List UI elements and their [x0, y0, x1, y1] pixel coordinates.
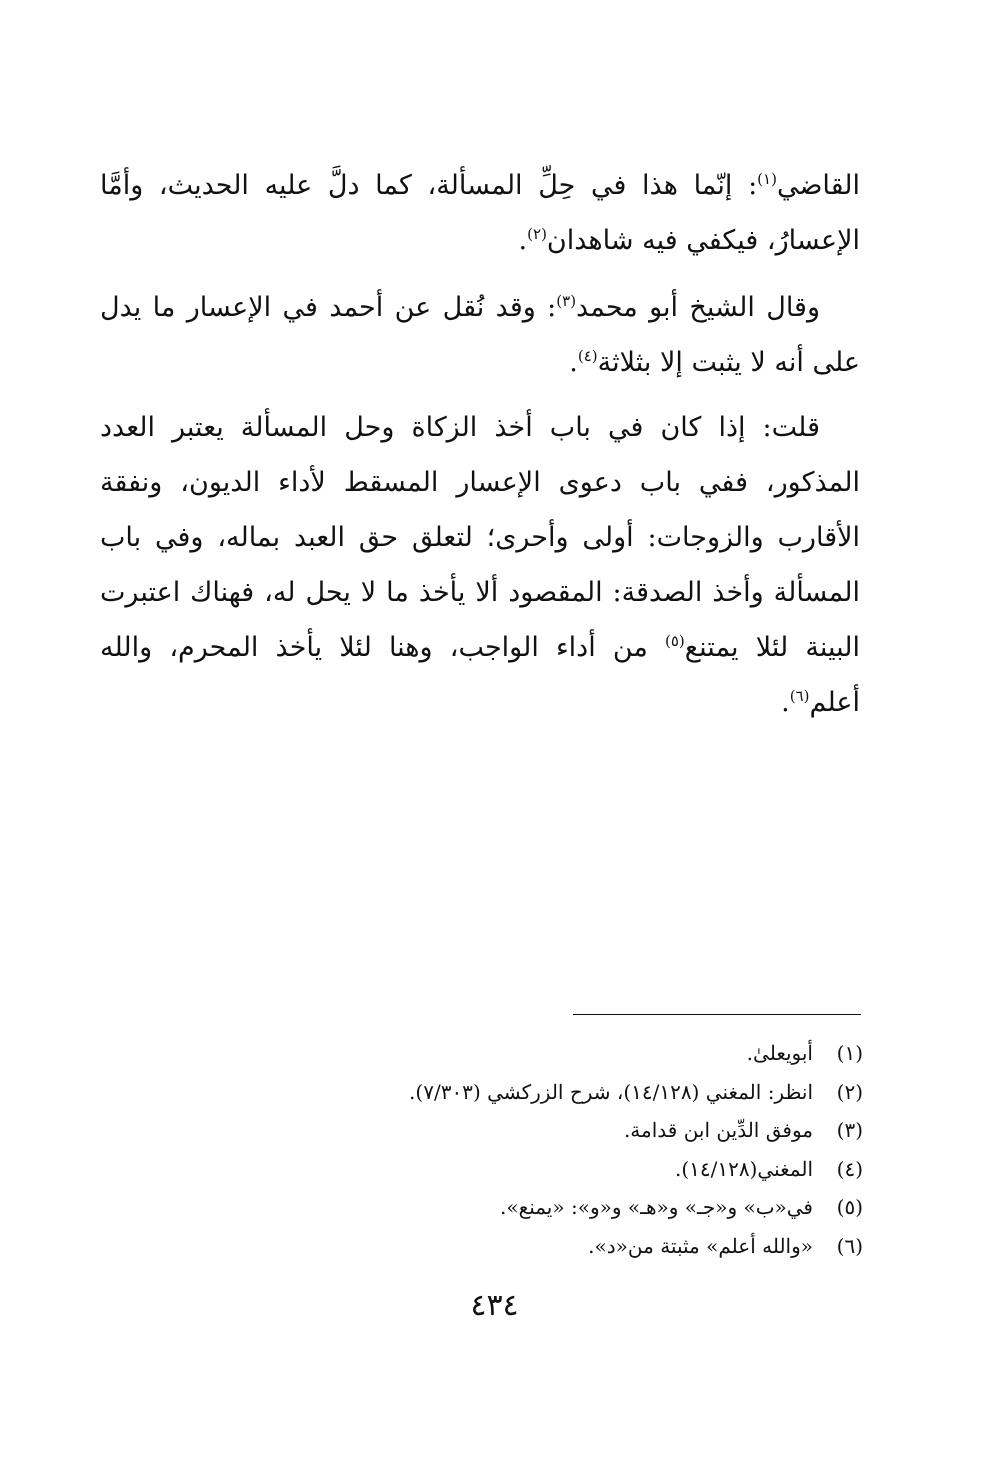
- footnote-separator: [573, 1014, 861, 1015]
- paragraph-3-text-c: .: [781, 687, 790, 718]
- footnote-4: [260, 1150, 863, 1189]
- footnote-text: في«ب» و«جـ» و«هـ» و«و»: «يمنع».: [499, 1195, 813, 1219]
- footnote-marker-1[interactable]: (١): [757, 170, 777, 188]
- page-number: ٤٣٤: [470, 1288, 519, 1323]
- paragraph-2-text-b: : وقد نُقل عن أحمد في الإعسار ما يدل على أنه لا يثبت إلا بثلاثة: [100, 292, 860, 378]
- footnote-marker-5[interactable]: (٥): [665, 632, 685, 650]
- paragraph-2-text-c: .: [569, 347, 578, 378]
- footnote-number: (٥): [836, 1195, 863, 1219]
- footnote-text: أبويعلىٰ.: [746, 1041, 813, 1065]
- paragraph-3-text-b: من أداء الواجب، وهنا لئلا يأخذ المحرم، والله أعلم: [100, 632, 860, 718]
- footnote-number: (٦): [836, 1233, 863, 1258]
- footnote-6: [260, 1227, 863, 1266]
- paragraph-2-text-a: وقال الشيخ أبو محمد: [576, 292, 820, 323]
- footnote-2: [260, 1073, 863, 1112]
- paragraph-1: [100, 158, 860, 268]
- paragraph-3-text-a: قلت: إذا كان في باب أخذ الزكاة وحل المسألة يعتبر العدد المذكور، ففي باب دعوى الإعسار المسقط لأداء الديون، ونفقة الأقارب والزوجات: أولى وأحرى؛ لتعلق حق العبد بماله، وفي باب المسألة وأخذ الصدقة: المقصود ألا يأخذ ما لا يحل له، فهناك اعتبرت البينة لئلا يمتنع: [100, 412, 860, 663]
- footnote-marker-2[interactable]: (٢): [527, 225, 547, 243]
- paragraph-2: [100, 280, 860, 390]
- footnote-1: [260, 1034, 863, 1073]
- footnote-5: [260, 1188, 863, 1227]
- footnote-number: (٤): [836, 1156, 863, 1181]
- footnote-text: «والله أعلم» مثبتة من«د».: [588, 1233, 813, 1258]
- footnote-marker-6[interactable]: (٦): [789, 687, 810, 705]
- footnote-3: [260, 1111, 863, 1150]
- paragraph-1-text-a: القاضي: [776, 170, 860, 201]
- footnote-marker-3[interactable]: (٣): [556, 292, 577, 310]
- paragraph-3: [100, 400, 860, 730]
- footnote-number: (١): [836, 1041, 863, 1065]
- paragraph-1-text-c: .: [518, 225, 528, 256]
- footnote-text: موفق الدِّين ابن قدامة.: [623, 1118, 813, 1142]
- footnote-number: (٣): [836, 1118, 863, 1142]
- footnote-text: المغني(١٤/١٢٨).: [675, 1156, 813, 1181]
- footnotes-list: [260, 1034, 863, 1265]
- footnote-marker-4[interactable]: (٤): [577, 347, 598, 365]
- paragraph-1-text-b: : إنّما هذا في حِلِّ المسألة، كما دلَّ عليه الحديث، وأمَّا الإعسارُ، فيكفي فيه شاهدان: [100, 170, 860, 256]
- footnote-number: (٢): [836, 1079, 863, 1104]
- footnote-text: انظر: المغني (١٤/١٢٨)، شرح الزركشي (٧/٣٠٣).: [409, 1079, 813, 1104]
